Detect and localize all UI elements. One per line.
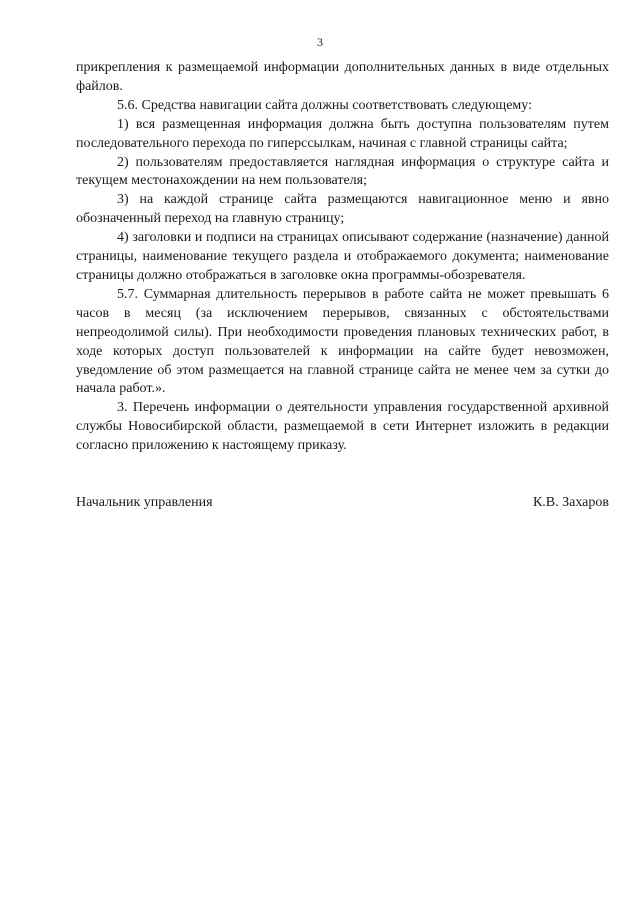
paragraph-5-6-item-4: 4) заголовки и подписи на страницах описывают содержание (назначение) данной страницы, наименование текущего раздела и отображаемого документа; наименование страницы должно отображаться в заголовке окна программы-обозревателя.	[76, 230, 609, 283]
page-number: 3	[317, 35, 323, 49]
paragraph-5-7: 5.7. Суммарная длительность перерывов в работе сайта не может превышать 6 часов в месяц (за исключением перерывов, связанных с обстоятельствами непреодолимой силы). При необходимости проведения плановых технических работ, в ходе которых доступ пользователей к информации на сайте будет невозможен, уведомление об этом размещается на главной странице сайта не менее чем за сутки до начала работ.».	[76, 286, 609, 397]
signatory-name: К.В. Захаров	[532, 495, 609, 510]
paragraph-5-6-item-3: 3) на каждой странице сайта размещаются навигационное меню и явно обозначенный переход на главную страницу;	[76, 192, 609, 227]
document-body	[76, 59, 609, 456]
paragraph-5-6-item-2: 2) пользователям предоставляется наглядная информация о структуре сайта и текущем местонахождении на нем пользователя;	[76, 154, 609, 189]
paragraph-5-6-intro: 5.6. Средства навигации сайта должны соответствовать следующему:	[117, 97, 532, 113]
paragraph-5-6-item-1: 1) вся размещенная информация должна быть доступна пользователям путем последовательного перехода по гиперссылкам, начиная с главной страницы сайта;	[76, 116, 609, 151]
paragraph-continuation: прикрепления к размещаемой информации дополнительных данных в виде отдельных файлов.	[76, 60, 609, 94]
paragraph-3: 3. Перечень информации о деятельности управления государственной архивной службы Новосибирской области, размещаемой в сети Интернет изложить в редакции согласно приложению к настоящему приказу.	[76, 400, 609, 454]
signatory-title: Начальник управления	[76, 495, 213, 510]
